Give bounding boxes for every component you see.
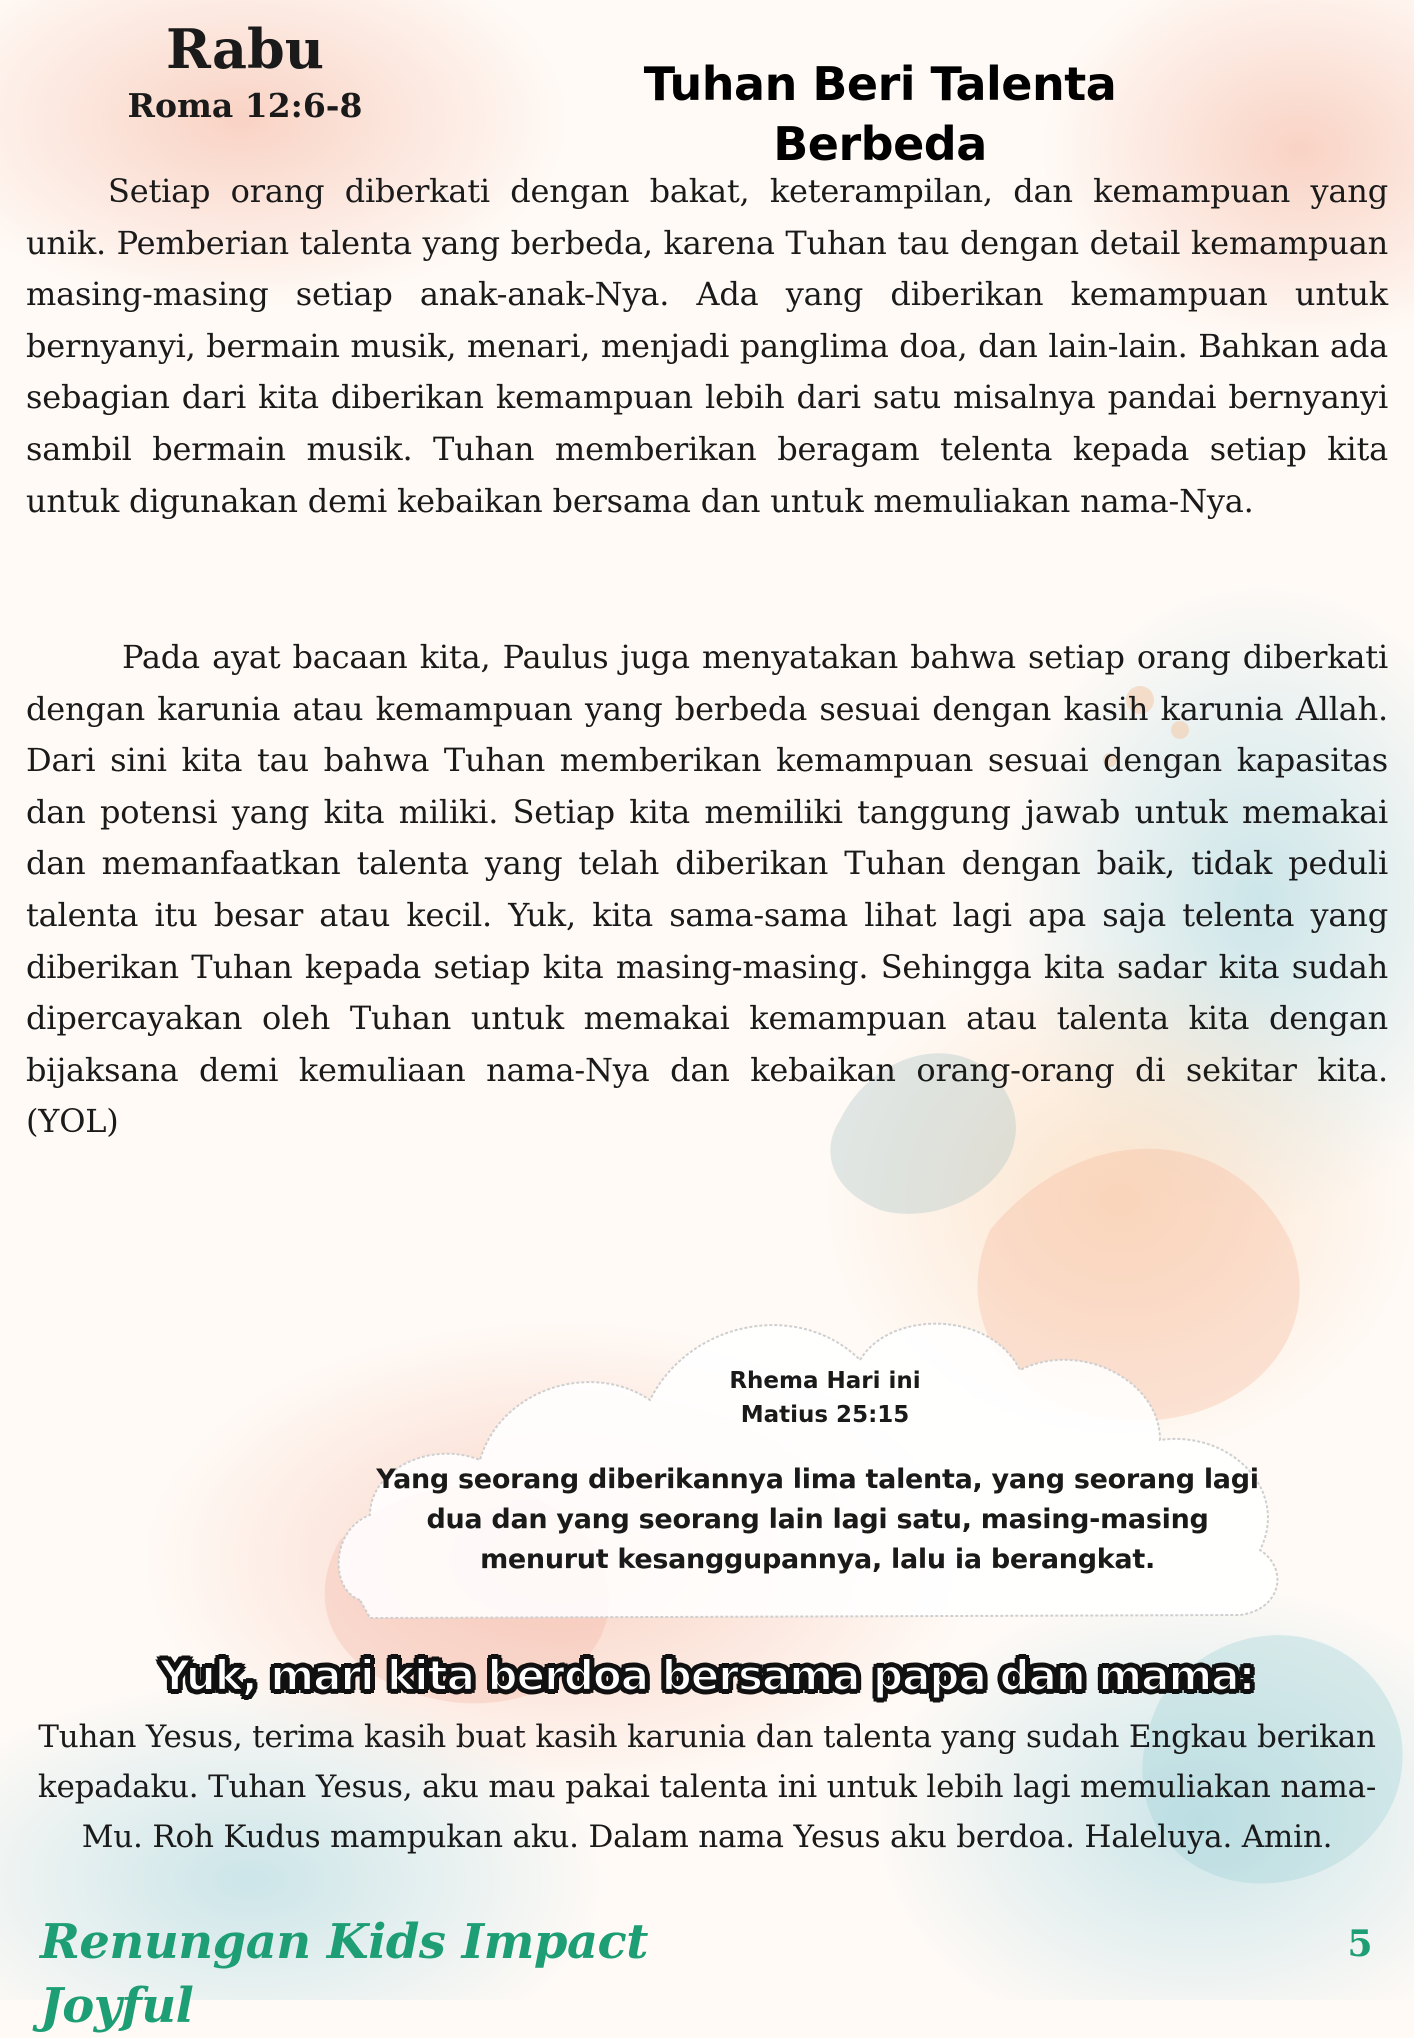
day-label: Rabu [165, 17, 325, 81]
paragraph-text: Pada ayat bacaan kita, Paulus juga menyatakan bahwa setiap orang diberkati dengan karunia atau kemampuan yang berbeda sesuai dengan kasih karunia Allah. Dari sini kita tau bahwa Tuhan memberikan kemampuan sesuai dengan kapasitas dan potensi yang kita miliki. Setiap kita memiliki tanggung jawab untuk memakai dan memanfaatkan talenta yang telah diberikan Tuhan dengan baik, tidak peduli talenta itu besar atau kecil. Yuk, kita sama-sama lihat lagi apa saja telenta yang diberikan Tuhan kepada setiap kita masing-masing. Sehingga kita sadar kita sudah dipercayakan oleh Tuhan untuk memakai kemampuan atau talenta kita dengan bijaksana demi kemuliaan nama-Nya dan kebaikan orang-orang di sekitar kita. (YOL) [26, 638, 1388, 1141]
footer-brand: Renungan Kids Impact Joyful [40, 1914, 648, 2034]
prayer-text: Tuhan Yesus, terima kasih buat kasih karunia dan talenta yang sudah Engkau berikan kepadaku. Tuhan Yesus, aku mau pakai talenta ini untuk lebih lagi memuliakan nama-Mu. Roh Kudus mampukan aku. Dalam nama Yesus aku berdoa. Haleluya. Amin. [37, 1719, 1377, 1855]
rhema-quote: Yang seorang diberikannya lima talenta, yang seorang lagi dua dan yang seorang lain lagi satu, masing-masing menurut kesanggupannya, lalu ia berangkat. [376, 1464, 1259, 1575]
body-paragraph-2 [26, 632, 1388, 1148]
page-number: 5 [1347, 1923, 1373, 1965]
body-paragraph-1 [26, 166, 1388, 527]
rhema-label: Rhema Hari ini [729, 1368, 921, 1394]
page-title: Tuhan Beri Talenta Berbeda [643, 57, 1117, 171]
scripture-reference: Roma 12:6-8 [127, 86, 363, 125]
prayer-heading: Yuk, mari kita berdoa bersama papa dan mama: [159, 1651, 1255, 1700]
rhema-verse-reference: Matius 25:15 [740, 1402, 910, 1428]
paragraph-text: Setiap orang diberkati dengan bakat, keterampilan, dan kemampuan yang unik. Pemberian talenta yang berbeda, karena Tuhan tau dengan detail kemampuan masing-masing setiap anak-anak-Nya. Ada yang diberikan kemampuan untuk bernyanyi, bermain musik, menari, menjadi panglima doa, dan lain-lain. Bahkan ada sebagian dari kita diberikan kemampuan lebih dari satu misalnya pandai bernyanyi sambil bermain musik. Tuhan memberikan beragam telenta kepada setiap kita untuk digunakan demi kebaikan bersama dan untuk memuliakan nama-Nya. [26, 172, 1388, 520]
